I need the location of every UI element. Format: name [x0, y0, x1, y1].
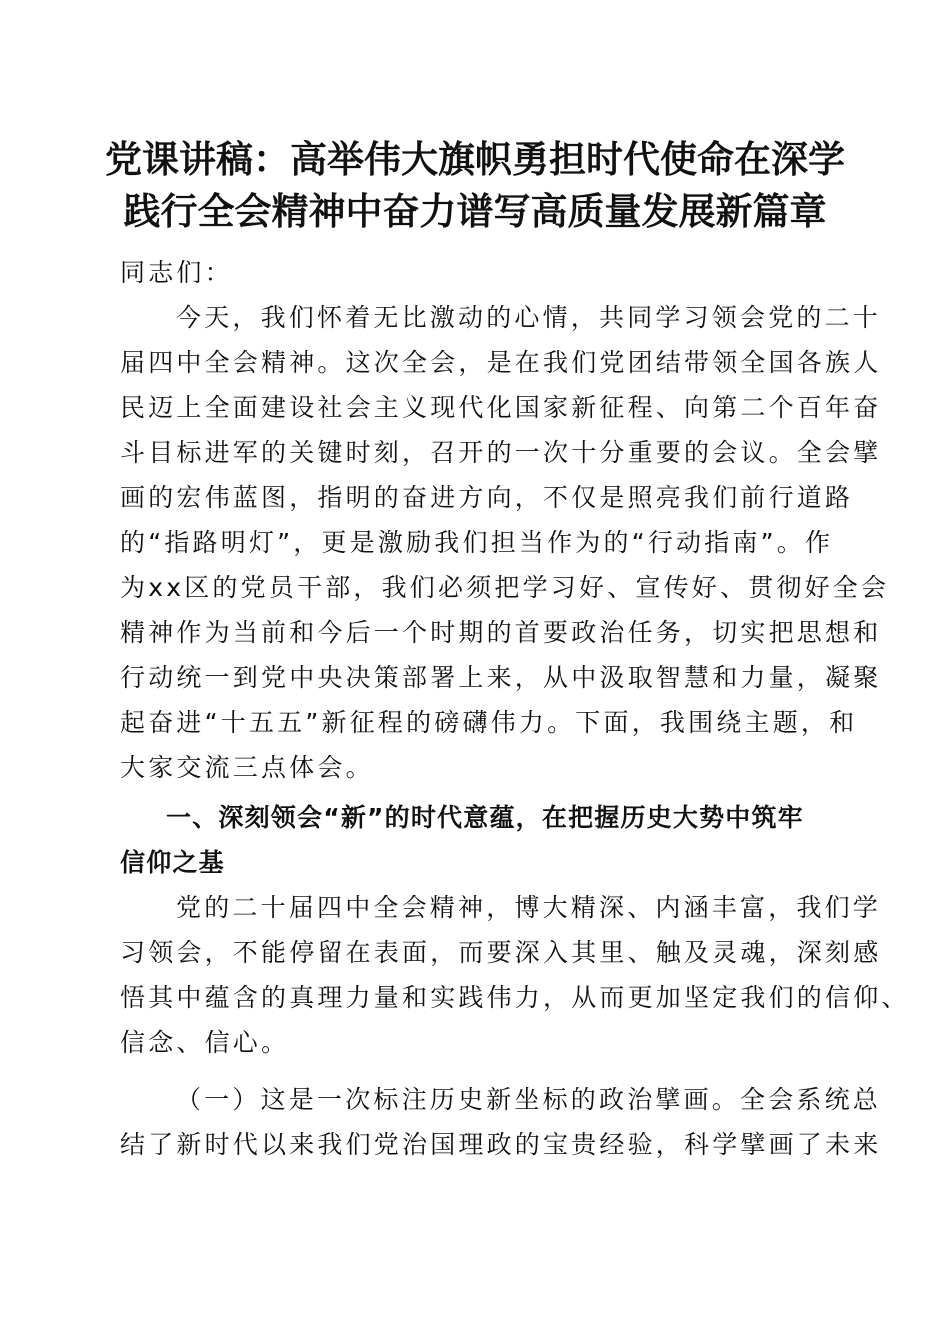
- paragraph-line: 届四中全会精神。这次全会，是在我们党团结带领全国各族人: [120, 348, 882, 377]
- heading-line: 信仰之基: [120, 848, 225, 877]
- title-line-1: 党课讲稿：高举伟大旗帜勇担时代使命在深学: [105, 137, 845, 181]
- paragraph-intro: [120, 295, 890, 790]
- paragraph-line: 精神作为当前和今后一个时期的首要政治任务，切实把思想和: [120, 618, 882, 647]
- heading-line: 一、深刻领会“新”的时代意蕴，在把握历史大势中筑牢: [166, 803, 804, 832]
- paragraph-line: 民迈上全面建设社会主义现代化国家新征程、向第二个百年奋: [120, 393, 882, 422]
- paragraph-line: （一）这是一次标注历史新坐标的政治擘画。全会系统总: [176, 1085, 882, 1114]
- paragraph-gap: [120, 1065, 826, 1077]
- document-title: [60, 133, 890, 237]
- paragraph-line: 画的宏伟蓝图，指明的奋进方向，不仅是照亮我们前行道路: [120, 483, 854, 512]
- section-heading-1: [120, 795, 826, 885]
- paragraph-line: 为xx区的党员干部，我们必须把学习好、宣传好、贯彻好全会: [120, 573, 890, 602]
- paragraph-line: 结了新时代以来我们党治国理政的宝贵经验，科学擘画了未来: [120, 1130, 882, 1159]
- document-body: [120, 250, 910, 1167]
- paragraph-line: 习领会，不能停留在表面，而要深入其里、触及灵魂，深刻感: [120, 938, 882, 967]
- paragraph-line: 起奋进“十五五”新征程的磅礴伟力。下面，我围绕主题，和: [120, 708, 858, 737]
- salutation: 同志们：: [120, 258, 233, 287]
- paragraph-subsection-1: [120, 1077, 882, 1167]
- paragraph-line: 信念、信心。: [120, 1028, 290, 1057]
- title-line-2: 践行全会精神中奋力谱写高质量发展新篇章: [123, 189, 827, 233]
- paragraph-line: 今天，我们怀着无比激动的心情，共同学习领会党的二十: [176, 303, 882, 332]
- paragraph-line: 党的二十届四中全会精神，博大精深、内涵丰富，我们学: [176, 893, 882, 922]
- paragraph-line: 斗目标进军的关键时刻，召开的一次十分重要的会议。全会擘: [120, 438, 882, 467]
- paragraph-line: 行动统一到党中央决策部署上来，从中汲取智慧和力量，凝聚: [120, 663, 882, 692]
- paragraph-line: 悟其中蕴含的真理力量和实践伟力，从而更加坚定我们的信仰、: [120, 983, 910, 1012]
- paragraph-line: 大家交流三点体会。: [120, 753, 374, 782]
- paragraph-section-1: [120, 885, 910, 1065]
- paragraph-line: 的“指路明灯”，更是激励我们担当作为的“行动指南”。作: [120, 528, 834, 557]
